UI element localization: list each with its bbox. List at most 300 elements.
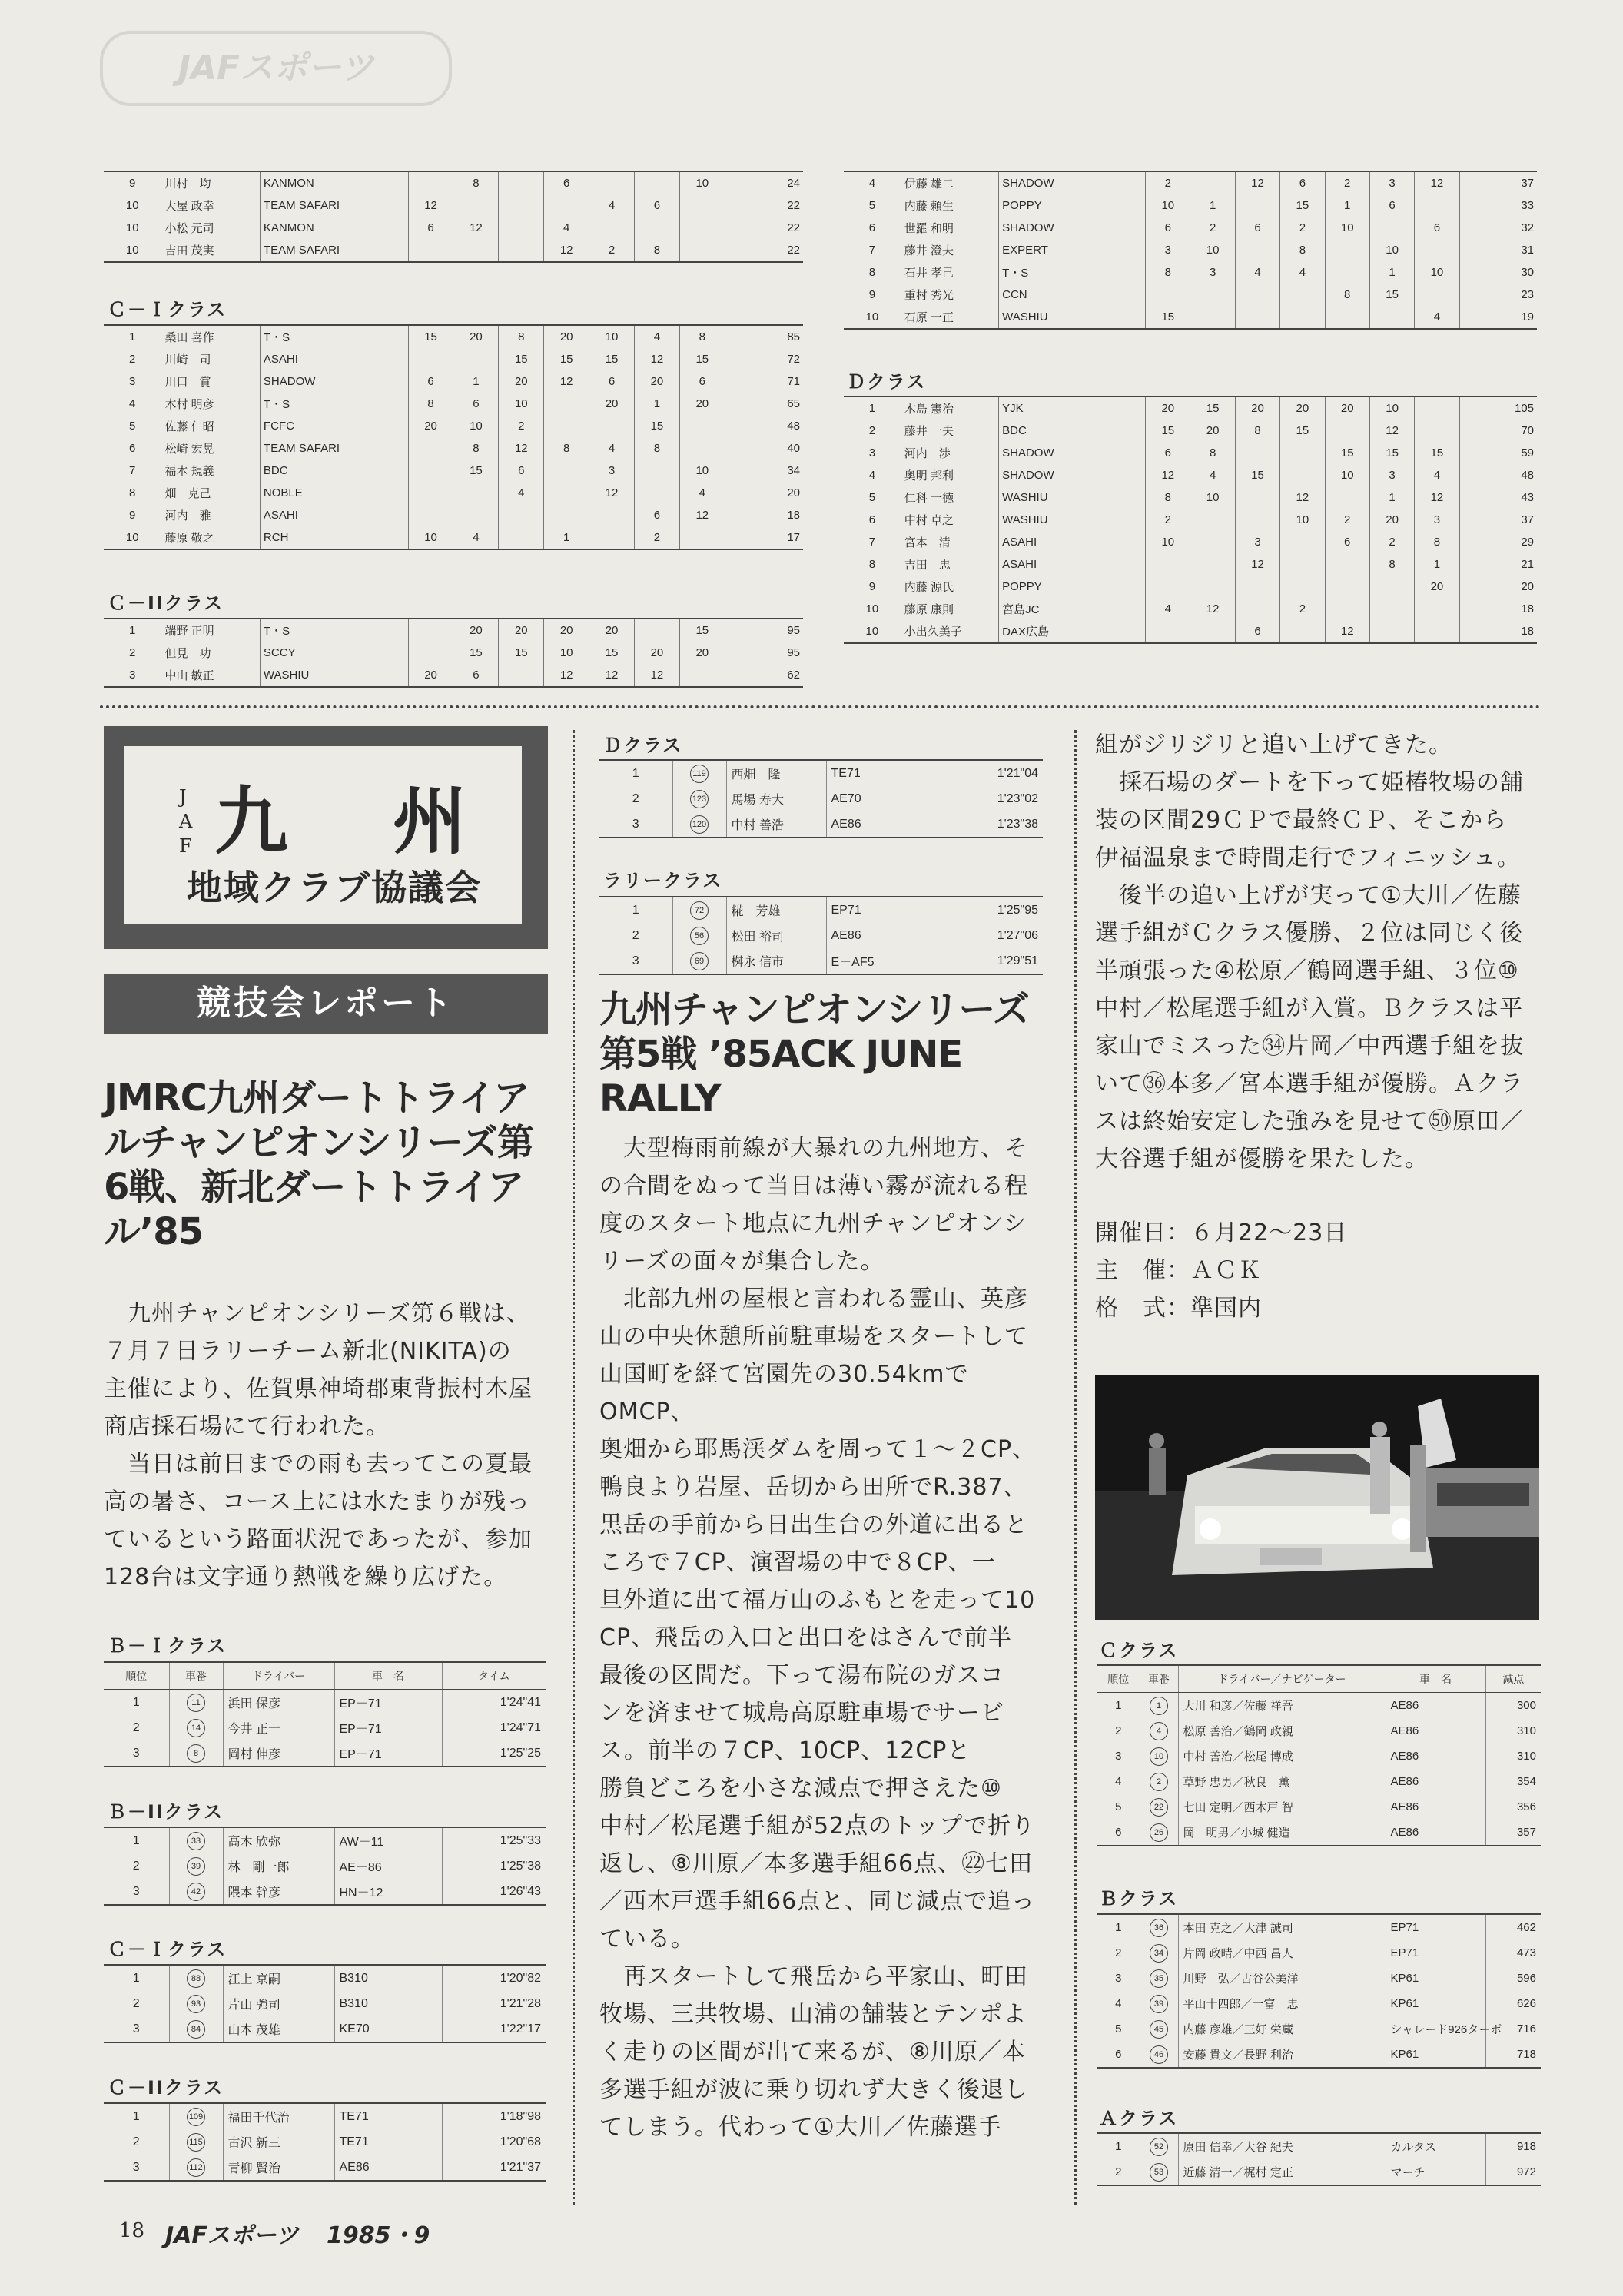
club-cell: T・S bbox=[260, 393, 408, 415]
rank-cell: 3 bbox=[599, 948, 672, 974]
rank-cell: 3 bbox=[104, 2155, 169, 2181]
round-points-cell: 8 bbox=[1325, 284, 1369, 306]
article1-body: 九州チャンピオンシリーズ第６戦は、 ７月７日ラリーチーム新北(NIKITA)の 主催により、佐賀県神埼郡東背振村木屋 商店採石場にて行われた。 当日は前日までの雨も去ってこの夏最 高の暑さ、コース上には水たまりが残っ ているという路面状況であったが、参加 128台は文字通り熱戦を繰り広げた。 bbox=[104, 1300, 533, 1591]
table-row bbox=[1097, 1991, 1541, 2016]
car-cell: AE86 bbox=[826, 923, 934, 948]
driver-cell: 木村 明彦 bbox=[161, 393, 260, 415]
round-points-cell: 6 bbox=[1146, 442, 1190, 464]
total-cell: 48 bbox=[1459, 464, 1537, 486]
driver-cell: 中山 敏正 bbox=[161, 664, 260, 687]
driver-cell: 藤原 敬之 bbox=[161, 526, 260, 549]
car-cell: EP－71 bbox=[334, 1690, 442, 1716]
round-points-cell: 8 bbox=[453, 171, 499, 194]
car-number-cell bbox=[1140, 1769, 1178, 1794]
standings-row bbox=[844, 306, 1537, 329]
club-cell: DAX広島 bbox=[999, 620, 1146, 643]
car-number-badge: 42 bbox=[187, 1883, 205, 1901]
round-points-cell bbox=[408, 619, 453, 642]
total-cell: 17 bbox=[725, 526, 803, 549]
total-cell: 19 bbox=[1459, 306, 1537, 329]
driver-cell: 伊藤 雄二 bbox=[901, 171, 998, 194]
driver-cell: 川崎 司 bbox=[161, 348, 260, 370]
result-cell: 1'21"37 bbox=[442, 2155, 546, 2181]
total-cell: 30 bbox=[1459, 261, 1537, 284]
car-number-cell bbox=[672, 897, 726, 923]
car-number-cell bbox=[1140, 2159, 1178, 2185]
driver-cell: 古沢 新三 bbox=[223, 2129, 334, 2155]
table-row bbox=[599, 760, 1043, 786]
round-points-cell: 8 bbox=[1280, 239, 1325, 261]
rank-cell: 1 bbox=[868, 402, 876, 415]
driver-cell: 川村 均 bbox=[161, 171, 260, 194]
round-points-cell: 3 bbox=[1369, 171, 1414, 194]
car-number-cell bbox=[1140, 2133, 1178, 2159]
round-points-cell: 20 bbox=[499, 370, 544, 393]
table-row bbox=[104, 1740, 546, 1767]
result-cell: 1'18"98 bbox=[442, 2103, 546, 2129]
round-points-cell bbox=[1280, 464, 1325, 486]
club-cell: KANMON bbox=[260, 171, 408, 194]
car-cell: AE86 bbox=[1386, 1820, 1485, 1846]
standings-row bbox=[844, 261, 1537, 284]
round-points-cell bbox=[408, 460, 453, 482]
round-points-cell bbox=[1280, 306, 1325, 329]
club-cell: TEAM SAFARI bbox=[260, 239, 408, 262]
result-cell: 356 bbox=[1485, 1794, 1541, 1820]
total-cell: 33 bbox=[1459, 194, 1537, 217]
round-points-cell bbox=[1325, 486, 1369, 509]
car-number-badge: 1 bbox=[1150, 1697, 1168, 1715]
round-points-cell bbox=[1235, 239, 1279, 261]
round-points-cell: 10 bbox=[499, 393, 544, 415]
car-number-badge: 35 bbox=[1150, 1969, 1168, 1988]
total-cell: 48 bbox=[725, 415, 803, 437]
round-points-cell: 2 bbox=[634, 526, 679, 549]
round-points-cell: 3 bbox=[1415, 509, 1459, 531]
club-cell: FCFC bbox=[260, 415, 408, 437]
round-points-cell: 20 bbox=[453, 325, 499, 348]
table-row bbox=[104, 2103, 546, 2129]
round-points-cell bbox=[634, 482, 679, 504]
table-row bbox=[1097, 2159, 1541, 2185]
total-cell: 18 bbox=[1459, 620, 1537, 643]
total-cell: 71 bbox=[725, 370, 803, 393]
round-points-cell: 3 bbox=[1190, 261, 1235, 284]
rank-cell: 4 bbox=[1097, 1769, 1140, 1794]
round-points-cell: 10 bbox=[589, 325, 635, 348]
total-cell: 20 bbox=[1459, 576, 1537, 598]
round-points-cell bbox=[1369, 576, 1414, 598]
round-points-cell: 3 bbox=[1235, 531, 1279, 553]
driver-cell: 青柳 賢治 bbox=[223, 2155, 334, 2181]
result-cell: 918 bbox=[1485, 2133, 1541, 2159]
round-points-cell: 1 bbox=[634, 393, 679, 415]
header-cell: 順位 bbox=[1097, 1665, 1140, 1693]
round-points-cell: 15 bbox=[499, 348, 544, 370]
round-points-cell: 6 bbox=[408, 217, 453, 239]
car-number-badge: 45 bbox=[1150, 2020, 1168, 2039]
car-number-cell bbox=[169, 2155, 223, 2181]
round-points-cell: 1 bbox=[453, 370, 499, 393]
driver-cell: 大屋 政幸 bbox=[161, 194, 260, 217]
round-points-cell bbox=[544, 393, 589, 415]
table-row bbox=[599, 897, 1043, 923]
round-points-cell: 20 bbox=[589, 393, 635, 415]
total-cell: 70 bbox=[1459, 420, 1537, 442]
car-number-badge: 115 bbox=[187, 2133, 205, 2152]
standings-row bbox=[844, 396, 1537, 420]
round-points-cell bbox=[1415, 194, 1459, 217]
article2-body: 大型梅雨前線が大暴れの九州地方、そ の合間をぬって当日は薄い霧が流れる程 度のスタート地点に九州チャンピオンシ リーズの面々が集合した。 北部九州の屋根と言われる霊山、英彦 山の中央休憩所前駐車場をスタートして 山国町を経て宮園先の30.54kmでOMCP、 奥畑から耶馬渓ダムを周って１～２CP、 鴨良より岩屋、岳切から田所でR.387、 黒岳の手前から日出生台の外道に出ると ころで７CP、演習場の中で８CP、一 旦外道に出て福万山のふもとを走って10 CP、飛岳の入口と出口をはさんで前半 最後の区間だ。下って湯布院のガスコ ンを済ませて城島高原駐車場でサービ ス。前半の７CP、10CP、12CPと 勝負どころを小さな減点で押さえた⑩ 中村／松尾選手組が52点のトップで折り 返し、⑧川原／本多選手組66点、㉒七田 ／西木戸選手組66点と、同じ減点で追っ ている。 再スタートして飛岳から平家山、町田 牧場、三共牧場、山浦の舗装とテンポよ く走りの区間が出て来るが、⑧川原／本 多選手組が波に乗り切れず大きく後退し てしまう。代わって①大川／佐藤選手 bbox=[599, 1135, 1037, 2141]
round-points-cell bbox=[1325, 553, 1369, 576]
club-cell: POPPY bbox=[999, 194, 1146, 217]
class-title-c1: Ｃ－Ｉクラス bbox=[108, 299, 227, 320]
round-points-cell: 8 bbox=[1146, 486, 1190, 509]
car-cell: TE71 bbox=[334, 2103, 442, 2129]
driver-cell: 小出久美子 bbox=[901, 620, 998, 643]
standings-row bbox=[104, 504, 803, 526]
council-title: 地域クラブ協議会 bbox=[187, 867, 482, 908]
round-points-cell: 4 bbox=[634, 325, 679, 348]
club-cell: KANMON bbox=[260, 217, 408, 239]
round-points-cell bbox=[1190, 284, 1235, 306]
rally-car-image bbox=[1095, 1375, 1539, 1620]
car-cell: EP71 bbox=[826, 897, 934, 923]
header-cell: 減点 bbox=[1485, 1665, 1541, 1693]
round-points-cell: 1 bbox=[544, 526, 589, 549]
total-cell: 72 bbox=[725, 348, 803, 370]
round-points-cell: 15 bbox=[679, 619, 725, 642]
rank-cell: 2 bbox=[1097, 1718, 1140, 1744]
car-cell: AE86 bbox=[1386, 1769, 1485, 1794]
round-points-cell bbox=[544, 460, 589, 482]
round-points-cell: 20 bbox=[634, 642, 679, 664]
car-cell: EP71 bbox=[1386, 1940, 1485, 1966]
rank-cell: 2 bbox=[129, 353, 136, 366]
rank-cell: 2 bbox=[599, 923, 672, 948]
result-cell: 718 bbox=[1485, 2042, 1541, 2068]
standings-row bbox=[844, 620, 1537, 643]
round-points-cell: 20 bbox=[408, 664, 453, 687]
club-cell: SHADOW bbox=[999, 217, 1146, 239]
car-number-badge: 53 bbox=[1150, 2163, 1168, 2182]
driver-cell: 近藤 清一／梶村 定正 bbox=[1178, 2159, 1386, 2185]
car-cell: E－AF5 bbox=[826, 948, 934, 974]
result-cell: 1'23"38 bbox=[934, 811, 1043, 838]
round-points-cell: 20 bbox=[589, 619, 635, 642]
round-points-cell bbox=[679, 194, 725, 217]
round-points-cell: 12 bbox=[499, 437, 544, 460]
round-points-cell: 1 bbox=[1369, 261, 1414, 284]
round-points-cell: 12 bbox=[589, 482, 635, 504]
car-cell: カルタス bbox=[1386, 2133, 1485, 2159]
driver-cell: 石井 孝己 bbox=[901, 261, 998, 284]
table-row bbox=[1097, 1914, 1541, 1940]
car-number-cell bbox=[169, 1879, 223, 1905]
car-cell: KE70 bbox=[334, 2016, 442, 2042]
round-points-cell bbox=[1235, 509, 1279, 531]
round-points-cell: 6 bbox=[1235, 217, 1279, 239]
car-cell: TE71 bbox=[826, 760, 934, 786]
rank-cell: 2 bbox=[1097, 1940, 1140, 1966]
driver-cell: 平山十四郎／一富 忠 bbox=[1178, 1991, 1386, 2016]
car-cell: KP61 bbox=[1386, 1991, 1485, 2016]
driver-cell: 馬場 寿大 bbox=[726, 786, 826, 811]
table-row bbox=[1097, 1718, 1541, 1744]
club-cell: NOBLE bbox=[260, 482, 408, 504]
car-number-cell bbox=[1140, 2016, 1178, 2042]
rank-cell: 2 bbox=[868, 424, 876, 437]
driver-cell: 佐藤 仁昭 bbox=[161, 415, 260, 437]
result-cell: 1'23"02 bbox=[934, 786, 1043, 811]
table-row bbox=[104, 1715, 546, 1740]
round-points-cell bbox=[679, 664, 725, 687]
total-cell: 31 bbox=[1459, 239, 1537, 261]
standings-row bbox=[844, 420, 1537, 442]
rank-cell: 9 bbox=[868, 288, 876, 301]
standings-row bbox=[104, 460, 803, 482]
round-points-cell: 15 bbox=[1146, 306, 1190, 329]
standings-row bbox=[104, 642, 803, 664]
driver-cell: 木島 憲治 bbox=[901, 396, 998, 420]
round-points-cell: 20 bbox=[679, 642, 725, 664]
round-points-cell bbox=[1369, 598, 1414, 620]
round-points-cell bbox=[1235, 486, 1279, 509]
standings-table-c1 bbox=[104, 324, 803, 550]
round-points-cell bbox=[544, 415, 589, 437]
round-points-cell bbox=[1369, 306, 1414, 329]
table-row bbox=[104, 1965, 546, 1991]
round-points-cell bbox=[544, 482, 589, 504]
header-cell: ドライバー bbox=[223, 1662, 334, 1690]
driver-cell: 松原 善治／鶴岡 政親 bbox=[1178, 1718, 1386, 1744]
car-number-badge: 22 bbox=[1150, 1798, 1168, 1817]
round-points-cell: 1 bbox=[1190, 194, 1235, 217]
car-number-cell bbox=[169, 1740, 223, 1767]
result-cell: 1'25"95 bbox=[934, 897, 1043, 923]
result-cell: 310 bbox=[1485, 1718, 1541, 1744]
rank-cell: 4 bbox=[1097, 1991, 1140, 2016]
standings-row bbox=[104, 171, 803, 194]
round-points-cell: 2 bbox=[1146, 171, 1190, 194]
car-cell: シャレード926ターボ bbox=[1386, 2016, 1485, 2042]
results-table-rally bbox=[599, 896, 1043, 975]
driver-cell: 大川 和彦／佐藤 祥吾 bbox=[1178, 1693, 1386, 1719]
round-points-cell bbox=[1325, 420, 1369, 442]
standings-row bbox=[104, 482, 803, 504]
round-points-cell: 2 bbox=[1146, 509, 1190, 531]
rc-b-title: Ｂクラス bbox=[1099, 1888, 1179, 1909]
driver-cell: 端野 正明 bbox=[161, 619, 260, 642]
driver-cell: 内藤 頼生 bbox=[901, 194, 998, 217]
standings-row bbox=[844, 171, 1537, 194]
round-points-cell bbox=[1325, 306, 1369, 329]
round-points-cell bbox=[679, 526, 725, 549]
table-header bbox=[1097, 1665, 1541, 1693]
article2-body-continued: 組がジリジリと追い上げてきた。 採石場のダートを下って姫椿牧場の舗 装の区間29ＣＰで最終ＣＰ、そこから 伊福温泉まで時間走行でフィニッシュ。 後半の追い上げが実って①大川／佐藤 選手組がＣクラス優勝、２位は同じく後 半頑張った④松原／鶴岡選手組、３位⑩ 中村／松尾選手組が入賞。Ｂクラスは平 家山でミスった㉞片岡／中西選手組を抜 いて㊱本多／宮本選手組が優勝。Ａクラ スは終始安定した強みを見せて㊿原田／ 大谷選手組が優勝を果たした。 bbox=[1095, 732, 1525, 1173]
standings-row bbox=[104, 437, 803, 460]
page-number: 18 bbox=[119, 2219, 145, 2242]
total-cell: 37 bbox=[1459, 171, 1537, 194]
table-row bbox=[1097, 2016, 1541, 2042]
car-number-badge: 10 bbox=[1150, 1747, 1168, 1766]
car-number-badge: 39 bbox=[187, 1857, 205, 1876]
round-points-cell bbox=[1369, 620, 1414, 643]
rank-cell: 10 bbox=[865, 625, 879, 638]
magazine-name: JAFスポーツ bbox=[165, 2222, 299, 2249]
round-points-cell: 20 bbox=[544, 325, 589, 348]
round-points-cell: 12 bbox=[544, 664, 589, 687]
driver-cell: 安藤 貴文／長野 利治 bbox=[1178, 2042, 1386, 2068]
round-points-cell bbox=[499, 504, 544, 526]
round-points-cell bbox=[589, 217, 635, 239]
round-points-cell: 4 bbox=[1190, 464, 1235, 486]
car-number-badge: 11 bbox=[187, 1694, 205, 1712]
round-points-cell bbox=[634, 217, 679, 239]
rank-cell: 3 bbox=[104, 1740, 169, 1767]
round-points-cell: 6 bbox=[453, 393, 499, 415]
standings-row bbox=[104, 194, 803, 217]
rank-cell: 2 bbox=[599, 786, 672, 811]
round-points-cell: 15 bbox=[1415, 442, 1459, 464]
header-cell: タイム bbox=[442, 1662, 546, 1690]
round-points-cell bbox=[679, 217, 725, 239]
round-points-cell: 15 bbox=[1190, 396, 1235, 420]
round-points-cell bbox=[1146, 284, 1190, 306]
round-points-cell: 10 bbox=[679, 171, 725, 194]
rank-cell: 3 bbox=[129, 375, 136, 388]
total-cell: 95 bbox=[725, 642, 803, 664]
round-points-cell: 6 bbox=[1146, 217, 1190, 239]
round-points-cell: 4 bbox=[499, 482, 544, 504]
club-cell: EXPERT bbox=[999, 239, 1146, 261]
car-number-badge: 109 bbox=[187, 2108, 205, 2126]
round-points-cell: 20 bbox=[453, 619, 499, 642]
result-cell: 1'25"33 bbox=[442, 1827, 546, 1853]
round-points-cell: 20 bbox=[1369, 509, 1414, 531]
round-points-cell: 8 bbox=[1415, 531, 1459, 553]
standings-row bbox=[844, 531, 1537, 553]
rank-cell: 7 bbox=[129, 464, 136, 477]
result-cell: 1'21"28 bbox=[442, 1991, 546, 2016]
result-cell: 357 bbox=[1485, 1820, 1541, 1846]
round-points-cell bbox=[408, 504, 453, 526]
driver-cell: 小松 元司 bbox=[161, 217, 260, 239]
rank-cell: 10 bbox=[125, 531, 139, 544]
car-number-cell bbox=[1140, 1966, 1178, 1991]
rank-cell: 3 bbox=[104, 2016, 169, 2042]
car-cell: KP61 bbox=[1386, 1966, 1485, 1991]
rank-cell: 1 bbox=[1097, 2133, 1140, 2159]
car-number-badge: 123 bbox=[690, 790, 709, 808]
round-points-cell bbox=[1280, 576, 1325, 598]
rally-results-b bbox=[1097, 1913, 1541, 2069]
driver-cell: 内藤 源氏 bbox=[901, 576, 998, 598]
round-points-cell: 8 bbox=[1190, 442, 1235, 464]
club-cell: ASAHI bbox=[999, 553, 1146, 576]
standings-table-c2 bbox=[104, 618, 803, 688]
car-number-cell bbox=[672, 811, 726, 838]
round-points-cell: 4 bbox=[1146, 598, 1190, 620]
car-number-badge: 72 bbox=[690, 901, 709, 920]
round-points-cell bbox=[1325, 576, 1369, 598]
car-cell: EP71 bbox=[1386, 1914, 1485, 1940]
round-points-cell: 6 bbox=[634, 504, 679, 526]
rank-cell: 7 bbox=[868, 244, 876, 257]
driver-cell: 江上 京嗣 bbox=[223, 1965, 334, 1991]
round-points-cell bbox=[408, 482, 453, 504]
result-cell: 300 bbox=[1485, 1693, 1541, 1719]
car-number-badge: 88 bbox=[187, 1969, 205, 1988]
rank-cell: 8 bbox=[129, 486, 136, 499]
round-points-cell: 12 bbox=[1369, 420, 1414, 442]
result-cell: 1'26"43 bbox=[442, 1879, 546, 1905]
round-points-cell bbox=[1415, 620, 1459, 643]
round-points-cell: 3 bbox=[1146, 239, 1190, 261]
rank-cell: 4 bbox=[129, 397, 136, 410]
driver-cell: 藤井 一夫 bbox=[901, 420, 998, 442]
driver-cell: 桝永 信市 bbox=[726, 948, 826, 974]
round-points-cell: 6 bbox=[679, 370, 725, 393]
round-points-cell: 15 bbox=[544, 348, 589, 370]
car-cell: AE86 bbox=[334, 2155, 442, 2181]
round-points-cell: 1 bbox=[1325, 194, 1369, 217]
rank-cell: 5 bbox=[868, 491, 876, 504]
round-points-cell bbox=[1280, 553, 1325, 576]
round-points-cell: 8 bbox=[1369, 553, 1414, 576]
round-points-cell: 2 bbox=[589, 239, 635, 262]
driver-cell: 片岡 政晴／中西 昌人 bbox=[1178, 1940, 1386, 1966]
rank-cell: 1 bbox=[599, 897, 672, 923]
rank-cell: 2 bbox=[104, 2129, 169, 2155]
driver-cell: 奥明 邦利 bbox=[901, 464, 998, 486]
driver-cell: 松田 裕司 bbox=[726, 923, 826, 948]
driver-cell: 中村 善浩 bbox=[726, 811, 826, 838]
driver-cell: 松崎 宏晃 bbox=[161, 437, 260, 460]
car-number-cell bbox=[672, 786, 726, 811]
driver-cell: 今井 正一 bbox=[223, 1715, 334, 1740]
car-number-cell bbox=[672, 760, 726, 786]
round-points-cell bbox=[1235, 442, 1279, 464]
car-cell: TE71 bbox=[334, 2129, 442, 2155]
round-points-cell bbox=[499, 664, 544, 687]
round-points-cell: 1 bbox=[1415, 553, 1459, 576]
round-points-cell: 10 bbox=[1415, 261, 1459, 284]
total-cell: 34 bbox=[725, 460, 803, 482]
result-cell: 462 bbox=[1485, 1914, 1541, 1940]
table-row bbox=[1097, 2042, 1541, 2068]
round-points-cell bbox=[1190, 620, 1235, 643]
round-points-cell: 12 bbox=[1235, 553, 1279, 576]
results-table-c1 bbox=[104, 1964, 546, 2043]
rally-car-photo bbox=[1095, 1375, 1539, 1620]
round-points-cell: 10 bbox=[1146, 531, 1190, 553]
car-number-badge: 119 bbox=[690, 765, 709, 783]
table-row bbox=[1097, 2133, 1541, 2159]
jaf-vertical-label: JAF bbox=[179, 786, 193, 857]
round-points-cell: 20 bbox=[1146, 396, 1190, 420]
standings-row bbox=[844, 239, 1537, 261]
header-cell: 車 名 bbox=[334, 1662, 442, 1690]
round-points-cell: 10 bbox=[1280, 509, 1325, 531]
car-number-badge: 34 bbox=[1150, 1944, 1168, 1963]
result-cell: 473 bbox=[1485, 1940, 1541, 1966]
rank-cell: 1 bbox=[129, 330, 136, 343]
round-points-cell: 10 bbox=[679, 460, 725, 482]
round-points-cell: 6 bbox=[544, 171, 589, 194]
table-row bbox=[1097, 1794, 1541, 1820]
round-points-cell bbox=[453, 504, 499, 526]
